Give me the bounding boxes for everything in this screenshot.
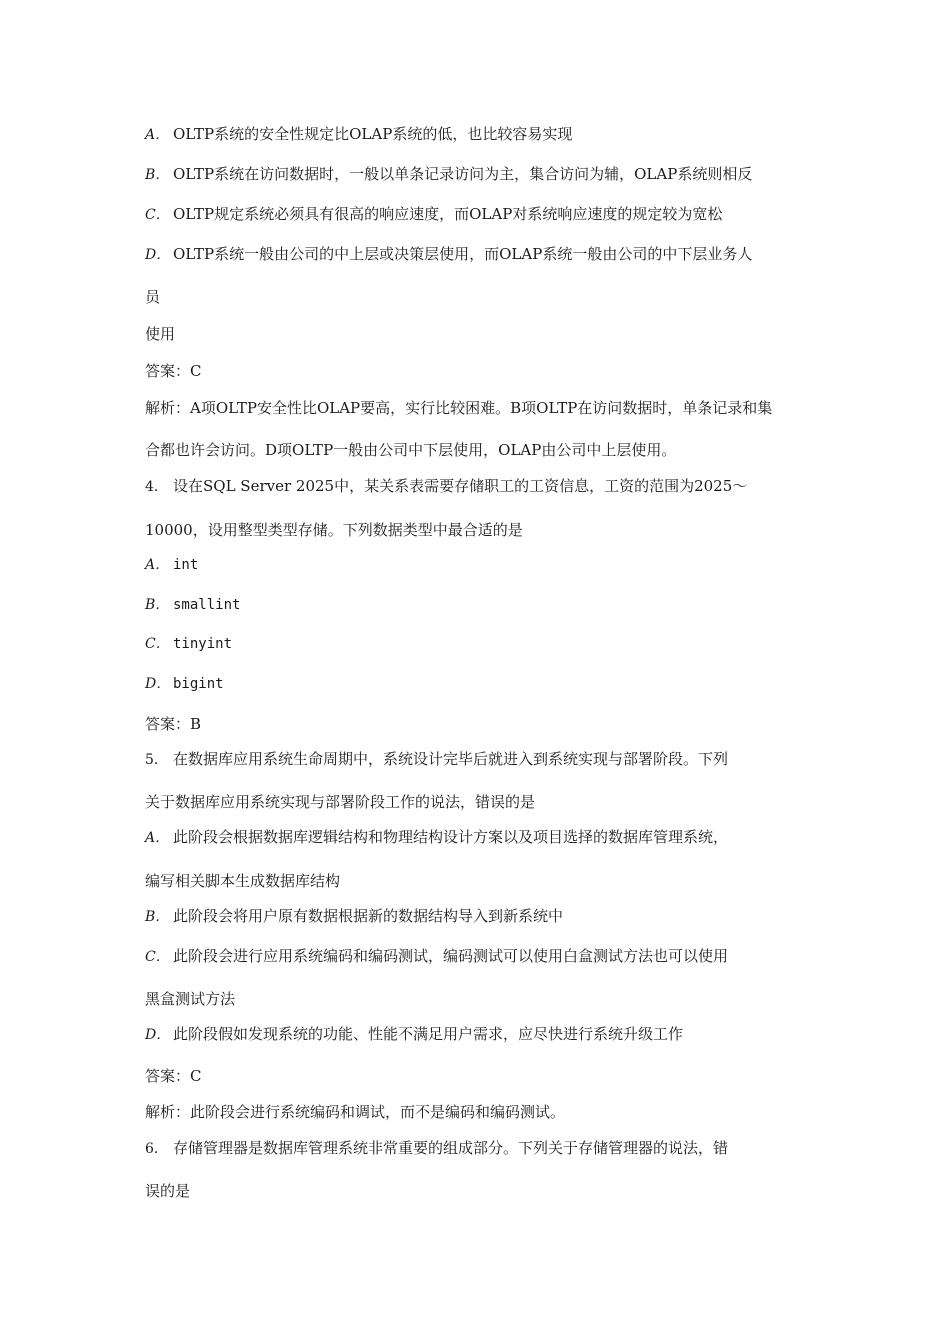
- option-letter: B．: [145, 597, 170, 613]
- q5-analysis: 解析：此阶段会进行系统编码和调试，而不是编码和编码测试。: [145, 1103, 566, 1121]
- q5-option-c-cont: 黑盒测试方法: [145, 990, 236, 1008]
- option-text: 此阶段会将用户原有数据根据新的数据结构导入到新系统中: [173, 907, 564, 925]
- q3-option-c: [145, 204, 722, 225]
- option-text: OLTP系统在访问数据时，一般以单条记录访问为主，集合访问为辅，OLAP系统则相反: [173, 165, 753, 183]
- option-text: 此阶段会进行应用系统编码和编码测试，编码测试可以使用白盒测试方法也可以使用: [173, 947, 729, 965]
- option-letter: C．: [145, 636, 170, 652]
- q4-stem: [145, 476, 747, 497]
- option-text: smallint: [173, 597, 241, 613]
- q3-option-d: [145, 244, 752, 265]
- q3-option-b: [145, 164, 752, 185]
- option-text: 此阶段会根据数据库逻辑结构和物理结构设计方案以及项目选择的数据库管理系统，: [173, 828, 729, 846]
- q3-option-a: [145, 124, 572, 145]
- q4-option-b: [145, 594, 240, 615]
- q5-option-c: [145, 946, 728, 967]
- question-number: 4．: [145, 479, 168, 495]
- q5-option-b: [145, 906, 563, 927]
- question-number: 6．: [145, 1141, 168, 1157]
- option-letter: A．: [145, 830, 170, 846]
- q4-answer: 答案：B: [145, 715, 202, 733]
- question-text: 设在SQL Server 2025中，某关系表需要存储职工的工资信息，工资的范围为2025～: [173, 477, 748, 495]
- option-text: int: [173, 557, 199, 573]
- q4-option-c: [145, 633, 232, 654]
- option-text: OLTP系统的安全性规定比OLAP系统的低，也比较容易实现: [173, 125, 573, 143]
- q3-option-d-cont1: 员: [145, 288, 161, 306]
- option-letter: D．: [145, 247, 171, 263]
- option-letter: B．: [145, 909, 170, 925]
- q6-stem: [145, 1138, 728, 1159]
- option-letter: B．: [145, 167, 170, 183]
- option-letter: C．: [145, 207, 170, 223]
- q5-answer: 答案：C: [145, 1067, 202, 1085]
- q5-stem: [145, 749, 728, 770]
- option-text: OLTP系统一般由公司的中上层或决策层使用，而OLAP系统一般由公司的中下层业务人: [173, 245, 753, 263]
- q3-option-d-cont2: 使用: [145, 325, 176, 343]
- option-letter: A．: [145, 557, 170, 573]
- q5-option-a-cont: 编写相关脚本生成数据库结构: [145, 872, 341, 890]
- option-text: tinyint: [173, 636, 233, 652]
- option-letter: D．: [145, 676, 171, 692]
- q5-option-a: [145, 827, 728, 848]
- q4-option-a: [145, 554, 198, 575]
- option-letter: D．: [145, 1027, 171, 1043]
- question-number: 5．: [145, 752, 168, 768]
- option-text: bigint: [173, 676, 224, 692]
- option-text: 此阶段假如发现系统的功能、性能不满足用户需求，应尽快进行系统升级工作: [173, 1025, 684, 1043]
- q3-analysis-line2: 合都也许会访问。D项OLTP一般由公司中下层使用，OLAP由公司中上层使用。: [145, 441, 677, 459]
- q5-option-d: [145, 1024, 683, 1045]
- option-letter: C．: [145, 949, 170, 965]
- q6-stem-line2: 误的是: [145, 1182, 191, 1200]
- q5-stem-line2: 关于数据库应用系统实现与部署阶段工作的说法，错误的是: [145, 793, 536, 811]
- option-text: OLTP规定系统必须具有很高的响应速度，而OLAP对系统响应速度的规定较为宽松: [173, 205, 723, 223]
- q3-answer: 答案：C: [145, 362, 202, 380]
- question-text: 在数据库应用系统生命周期中，系统设计完毕后就进入到系统实现与部署阶段。下列: [173, 750, 729, 768]
- option-letter: A．: [145, 127, 170, 143]
- q3-analysis-line1: 解析：A项OLTP安全性比OLAP要高，实行比较困难。B项OLTP在访问数据时，单条记录和集: [145, 399, 773, 417]
- question-text: 存储管理器是数据库管理系统非常重要的组成部分。下列关于存储管理器的说法，错: [173, 1139, 729, 1157]
- q4-option-d: [145, 673, 224, 694]
- q4-stem-line2: 10000，设用整型类型存储。下列数据类型中最合适的是: [145, 521, 523, 539]
